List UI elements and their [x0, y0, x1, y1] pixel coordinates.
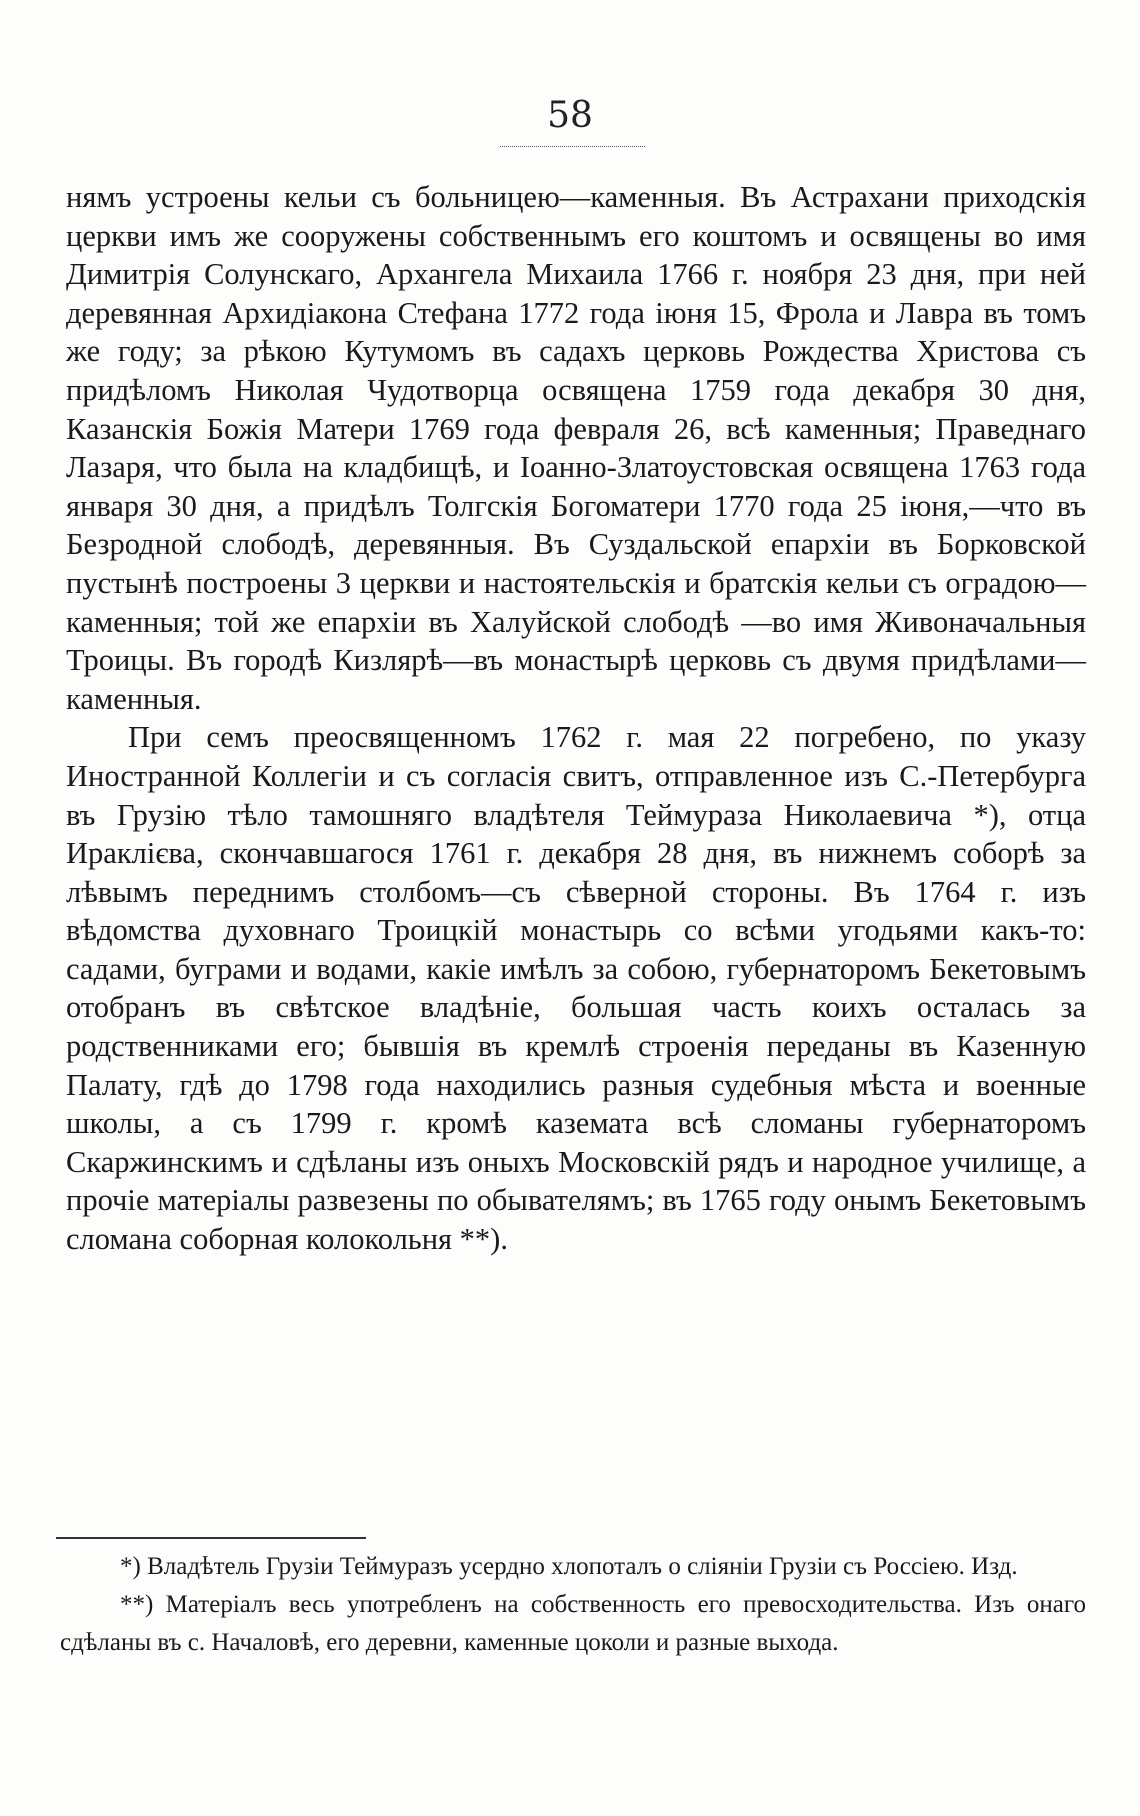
page-number: 58	[547, 95, 593, 136]
footnotes	[60, 1548, 1086, 1662]
main-text	[66, 178, 1086, 1259]
paragraph-continued: нямъ устроены кельи съ больницею—каменныя. Въ Астрахани приходскія церкви имъ же сооружены собственнымъ его коштомъ и освящены во имя Димитрія Солунскаго, Архангела Михаила 1766 г. ноября 23 дня, при ней деревянная Архидіакона Стефана 1772 года іюня 15, Фрола и Лавра въ томъ же году; за рѣкою Кутумомъ въ садахъ церковь Рождества Христова съ придѣломъ Николая Чудотворца освящена 1759 года декабря 30 дня, Казанскія Божія Матери 1769 года февраля 26, всѣ каменныя; Праведнаго Лазаря, что была на кладбищѣ, и Іоанно-Златоустовская освящена 1763 года января 30 дня, а придѣлъ Толгскія Богоматери 1770 года 25 іюня,—что въ Безродной слободѣ, деревянныя. Въ Суздальской епархіи въ Борковской пустынѣ построены 3 церкви и настоятельскія и братскія кельи съ оградою—каменныя; той же епархіи въ Халуйской слободѣ —во имя Живоначальныя Троицы. Въ городѣ Кизлярѣ—въ монастырѣ церковь съ двумя придѣлами—каменныя.	[66, 180, 1086, 716]
footnote: *) Владѣтель Грузіи Теймуразъ усердно хлопоталъ о сліяніи Грузіи съ Россіею. Изд.	[120, 1553, 1018, 1580]
page-number-rule	[500, 146, 645, 147]
footnote-rule	[56, 1537, 366, 1539]
footnote: **) Матеріалъ весь употребленъ на собственность его превосходительства. Изъ онаго сдѣланы въ с. Началовѣ, его деревни, каменные цоколи и разные выхода.	[60, 1591, 1086, 1656]
paragraph: При семъ преосвященномъ 1762 г. мая 22 погребено, по указу Иностранной Коллегіи и съ согласія свитъ, отправленное изъ С.-Петербурга въ Грузію тѣло тамошняго владѣтеля Теймураза Николаевича *), отца Ираклієва, скончавшагося 1761 г. декабря 28 дня, въ нижнемъ соборѣ за лѣвымъ переднимъ столбомъ—съ сѣверной стороны. Въ 1764 г. изъ вѣдомства духовнаго Троицкій монастырь со всѣми угодьями какъ-то: садами, буграми и водами, какіе имѣлъ за собою, губернаторомъ Бекетовымъ отобранъ въ свѣтское владѣніе, большая часть коихъ осталась за родственниками его; бывшія въ кремлѣ строенія переданы въ Казенную Палату, гдѣ до 1798 года находились разныя судебныя мѣста и военные школы, а съ 1799 г. кромѣ каземата всѣ сломаны губернаторомъ Скаржинскимъ и сдѣланы изъ оныхъ Московскій рядъ и народное училище, а прочіе матеріалы развезены по обывателямъ; въ 1765 году онымъ Бекетовымъ сломана соборная колокольня **).	[66, 720, 1086, 1257]
